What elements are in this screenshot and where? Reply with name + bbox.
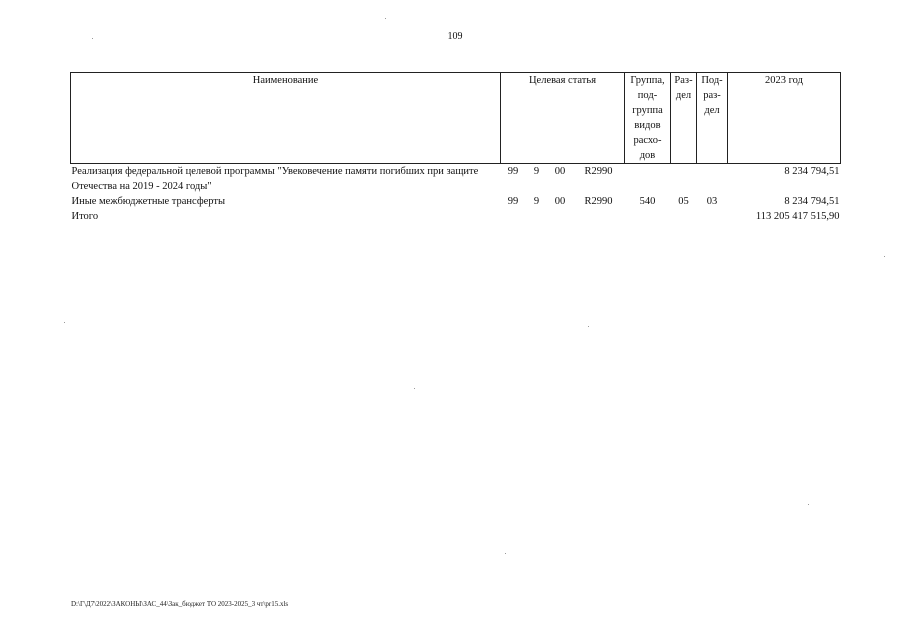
scan-speck [808,504,809,505]
page-number: 109 [447,31,463,42]
table-header-row [71,73,841,164]
row-amount: 8 234 794,51 [784,166,840,177]
header-subsection: Под- раз- дел [697,73,728,164]
scan-speck [92,38,93,39]
row-program: 99 [507,166,519,177]
total-label: Итого [71,211,99,222]
row-direction: 00 [554,196,566,207]
row-amount: 8 234 794,51 [784,196,840,207]
row-subprogram: 9 [533,166,540,177]
row-section: 05 [678,196,689,207]
header-name: Наименование [71,73,501,164]
scan-speck [505,553,506,554]
row-code: R2990 [584,196,613,207]
scan-speck [884,256,885,257]
row-program: 99 [507,196,519,207]
row-name: Реализация федеральной целевой программы "Увековечение памяти погибших при защите Отечества на 2019 - 2024 годы" [71,166,479,192]
total-row [71,209,841,224]
header-target-article: Целевая статья [501,73,625,164]
table-row [71,194,841,209]
row-direction: 00 [554,166,566,177]
row-subsection [697,164,728,195]
row-expense-group: 540 [639,196,656,207]
row-name: Иные межбюджетные трансферты [71,196,226,207]
row-section [671,164,697,195]
scan-speck [588,326,589,327]
scan-speck [64,322,65,323]
total-amount: 113 205 417 515,90 [755,211,840,222]
header-expense-group: Группа, под- группа видов расхо- дов [625,73,671,164]
scan-speck [385,18,386,19]
row-subprogram: 9 [533,196,540,207]
header-year: 2023 год [728,73,841,164]
table-row [71,164,841,195]
scan-speck [414,388,415,389]
footer-file-path: D:\Г\Д7\2022\ЗАКОНЫ\ЗАС_44\Зак_бюджет ТО 2023-2025_3 чт\pr15.xls [71,600,289,608]
header-section: Раз- дел [671,73,697,164]
row-expense-group [625,164,671,195]
row-subsection: 03 [706,196,718,207]
budget-table [70,72,841,224]
row-code: R2990 [584,166,613,177]
